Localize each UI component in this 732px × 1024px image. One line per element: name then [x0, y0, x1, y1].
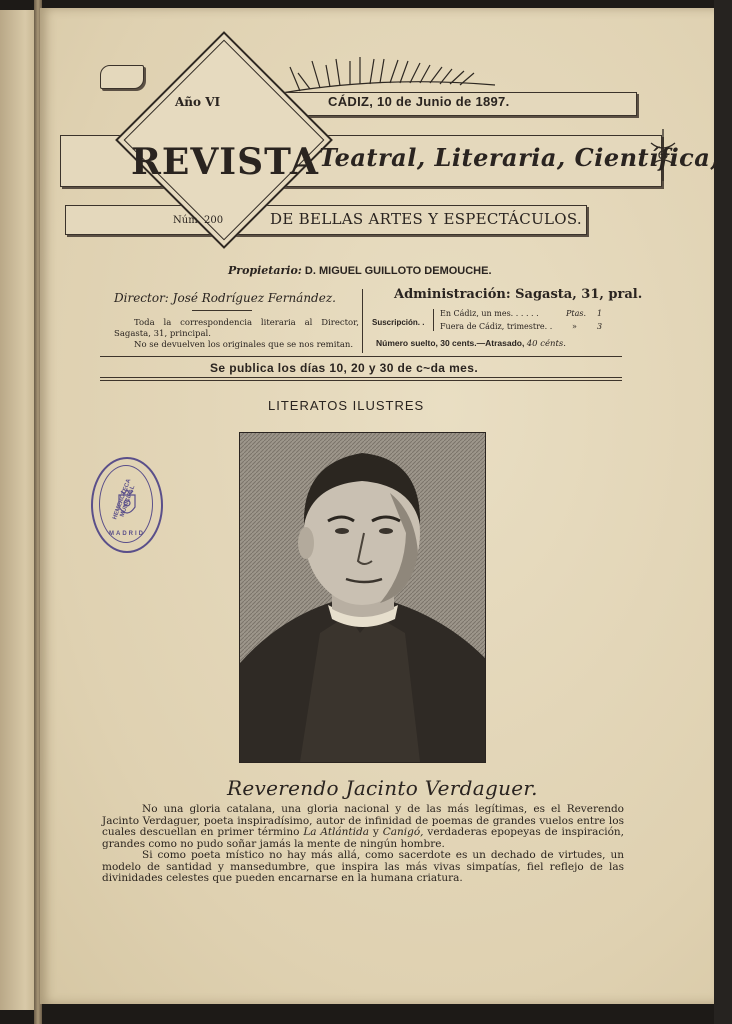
stamp-text-top: HEMEROTECA MUNICIPAL [112, 478, 137, 521]
director-underline [192, 310, 252, 311]
portrait-engraving [239, 432, 486, 763]
masthead [55, 55, 720, 270]
owner-line [228, 264, 492, 277]
p1-and: y [372, 826, 379, 838]
article-body [102, 804, 624, 885]
sub-cadiz: En Cádiz, un mes. . . . . . [440, 309, 539, 318]
correspondence-note [114, 318, 359, 351]
p1-text-a: No una gloria catalana, una gloria nacional y de las más legítimas, es el Reverendo Jacinto Verdaguer, poeta inspiradísimo, autor de infinidad de poemas de grandes vuelos entre los cuales descuellan en primer término [102, 803, 624, 838]
issue-number: Núm. 200 [173, 215, 224, 226]
publication-schedule: Se publica los días 10, 20 y 30 de c~da mes. [210, 361, 479, 375]
subscription-label: Suscripción. . [372, 318, 425, 327]
section-title: LITERATOS ILUSTRES [268, 398, 425, 413]
article-paragraph-2: Si como poeta místico no hay más allá, como sacerdote es un dechado de virtudes, un modelo de santidad y mansedumbre, que inspira las más vivas simpatías, fiel reflejo de las divinidades celestes que pueden encarnarse en la humana criatura. [102, 849, 624, 884]
correspondence-text: Toda la correspondencia literaria al Director, Sagasta, 31, principal. [114, 318, 359, 339]
stamp-text-bottom: MADRID [109, 531, 145, 537]
owner-label: Propietario: [228, 264, 302, 277]
sub-outside-price: 3 [597, 322, 603, 331]
owner-name: D. MIGUEL GUILLOTO DEMOUCHE. [304, 265, 492, 277]
coat-of-arms-icon [113, 487, 141, 521]
subscription-brace [433, 309, 438, 331]
administration-line: Administración: Sagasta, 31, pral. [394, 287, 643, 302]
article-paragraph-1 [102, 804, 624, 850]
masthead-subtitle-2: DE BELLAS ARTES Y ESPECTÁCULOS. [270, 210, 582, 228]
portrait-figure-icon [240, 433, 485, 762]
masthead-title: REVISTA [131, 141, 319, 183]
rule-mid-1 [100, 377, 622, 378]
curl-left [100, 65, 144, 89]
facing-page-edge [0, 10, 36, 1010]
work-title-atlantida: La Atlántida [303, 826, 369, 838]
rule-mid-2 [100, 380, 622, 381]
back-issue-price: 40 cénts. [526, 339, 566, 349]
director-line: Director: José Rodríguez Fernández. [114, 291, 336, 305]
p1-text-b: verdaderas epopeyas de inspiración, grandes como no pudo soñar jamás la mente de ningún hombre. [102, 826, 625, 850]
info-block [100, 285, 643, 355]
sub-outside: Fuera de Cádiz, trimestre. . [440, 322, 553, 331]
rule-top [100, 356, 622, 357]
year-label: Año VI [175, 95, 221, 109]
masthead-subtitle: Teatral, Literaria, Científica, [319, 143, 720, 172]
date-line: CÁDIZ, 10 de Junio de 1897. [328, 94, 510, 109]
column-divider [362, 289, 363, 353]
sub-cadiz-price: 1 [597, 309, 603, 318]
no-return-text: No se devuelven los originales que se nos remitan. [134, 340, 354, 350]
library-stamp [91, 457, 163, 553]
single-issue-line [376, 338, 566, 349]
work-title-canigo: Canigó, [382, 826, 424, 838]
single-issue-text: Número suelto, 30 cents.—Atrasado, [376, 338, 525, 348]
sub-cadiz-unit: Ptas. [566, 309, 587, 318]
flourish-icon [645, 125, 681, 185]
sub-outside-unit: » [572, 322, 577, 331]
portrait-caption: Reverendo Jacinto Verdaguer. [227, 776, 538, 800]
